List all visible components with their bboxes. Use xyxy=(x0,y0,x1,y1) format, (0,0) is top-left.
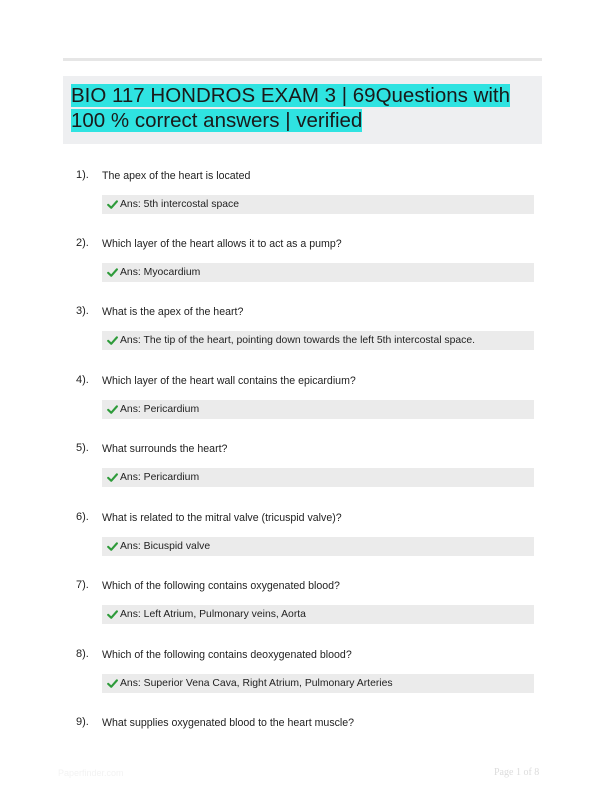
check-icon xyxy=(107,472,118,483)
answer-box xyxy=(102,195,534,214)
question-text: Which of the following contains deoxygenated blood? xyxy=(102,649,352,661)
page-indicator: Page 1 of 8 xyxy=(494,767,540,778)
answer-box xyxy=(102,537,534,556)
question-number: 1). xyxy=(76,169,89,181)
answer-box xyxy=(102,674,534,693)
check-icon xyxy=(107,609,118,620)
question-item xyxy=(0,237,606,305)
title-box xyxy=(63,76,542,144)
answer-text: Ans: Bicuspid valve xyxy=(120,541,211,552)
question-item xyxy=(0,579,606,647)
answer-text: Ans: Pericardium xyxy=(120,472,200,483)
title-text: BIO 117 HONDROS EXAM 3 | 69Questions with 100 % correct answers | verified xyxy=(71,84,511,132)
check-icon xyxy=(107,267,118,278)
question-number: 4). xyxy=(76,374,89,386)
answer-box xyxy=(102,331,534,350)
question-item xyxy=(0,511,606,579)
check-icon xyxy=(107,335,118,346)
question-item xyxy=(0,648,606,716)
question-item xyxy=(0,442,606,510)
question-text: Which of the following contains oxygenated blood? xyxy=(102,580,340,592)
question-text: Which layer of the heart allows it to act as a pump? xyxy=(102,238,342,250)
answer-text: Ans: Left Atrium, Pulmonary veins, Aorta xyxy=(120,609,306,620)
question-text: What is related to the mitral valve (tricuspid valve)? xyxy=(102,512,342,524)
question-item xyxy=(0,374,606,442)
answer-text: Ans: Pericardium xyxy=(120,404,200,415)
question-number: 7). xyxy=(76,579,89,591)
question-number: 2). xyxy=(76,237,89,249)
answer-text: Ans: Myocardium xyxy=(120,267,201,278)
question-item xyxy=(0,169,606,237)
check-icon xyxy=(107,199,118,210)
question-number: 8). xyxy=(76,648,89,660)
answer-box xyxy=(102,605,534,624)
question-text: Which layer of the heart wall contains the epicardium? xyxy=(102,375,356,387)
question-item xyxy=(0,305,606,373)
check-icon xyxy=(107,541,118,552)
question-text: What surrounds the heart? xyxy=(102,443,228,455)
answer-text: Ans: 5th intercostal space xyxy=(120,199,239,210)
top-divider xyxy=(63,58,542,61)
answer-box xyxy=(102,263,534,282)
check-icon xyxy=(107,404,118,415)
question-text: What is the apex of the heart? xyxy=(102,306,244,318)
question-number: 3). xyxy=(76,305,89,317)
question-text: The apex of the heart is located xyxy=(102,170,251,182)
answer-text: Ans: The tip of the heart, pointing down towards the left 5th intercostal space. xyxy=(120,335,476,346)
question-number: 9). xyxy=(76,716,89,728)
question-number: 6). xyxy=(76,511,89,523)
footer-watermark: Paperfinder.com xyxy=(58,768,124,778)
question-number: 5). xyxy=(76,442,89,454)
answer-box xyxy=(102,400,534,419)
check-icon xyxy=(107,678,118,689)
answer-text: Ans: Superior Vena Cava, Right Atrium, Pulmonary Arteries xyxy=(120,678,393,689)
answer-box xyxy=(102,468,534,487)
page-title xyxy=(71,84,541,133)
question-text: What supplies oxygenated blood to the heart muscle? xyxy=(102,717,355,729)
